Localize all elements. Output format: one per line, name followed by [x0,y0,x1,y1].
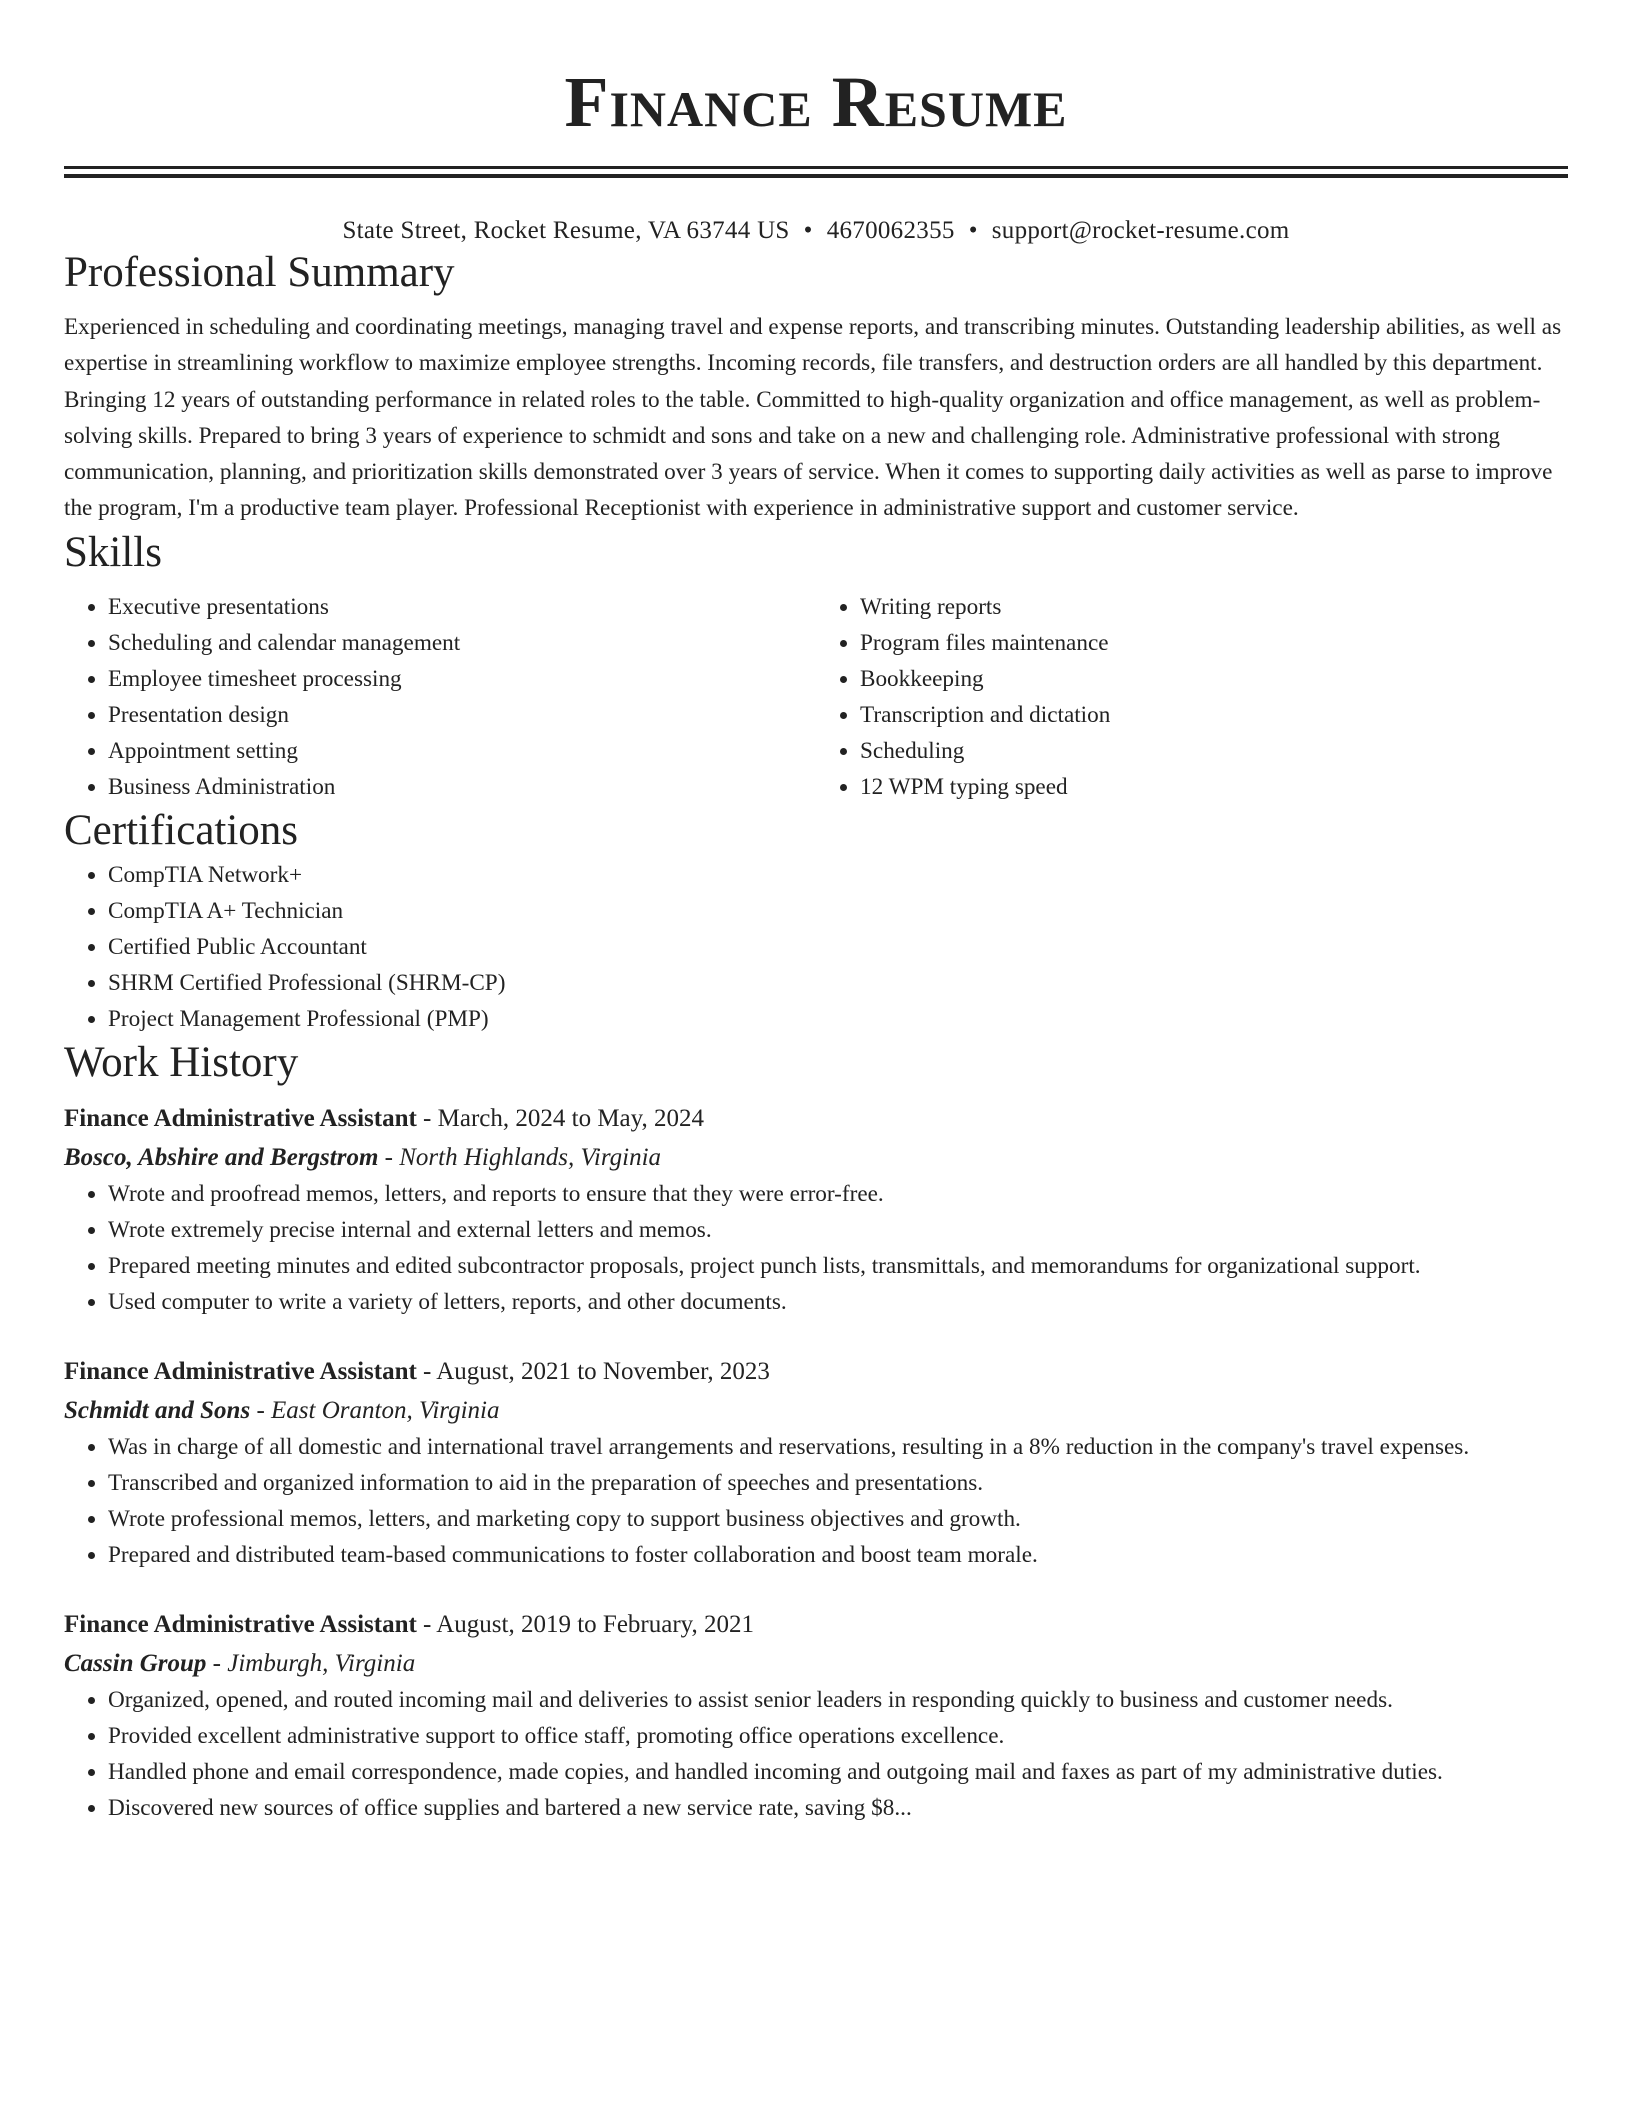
job-bullet: • Handled phone and email correspondence, made copies, and handled incoming and outgoing mail and faxes as part of my administrative duties. [108,1754,1568,1790]
job-dates: - August, 2019 to February, 2021 [416,1610,755,1638]
contact-phone: 4670062355 [826,217,955,244]
contact-separator: • [968,217,978,244]
job-entry [64,1607,1568,1826]
job-bullet: • Discovered new sources of office supplies and bartered a new service rate, saving $8... [108,1790,1568,1826]
job-bullets [64,1176,1568,1320]
job-dates: - August, 2021 to November, 2023 [416,1357,770,1385]
job-role: Finance Administrative Assistant [64,1104,417,1132]
job-company: Bosco, Abshire and Bergstrom [64,1143,379,1171]
skill-item: • Employee timesheet processing [108,661,816,697]
job-company: Cassin Group [64,1649,207,1677]
certifications-list [64,857,1568,1037]
job-dates: - March, 2024 to May, 2024 [416,1104,705,1132]
skill-item: • Presentation design [108,697,816,733]
job-company: Schmidt and Sons [64,1396,251,1424]
skill-item: • Scheduling [860,733,1568,769]
job-bullet: • Prepared meeting minutes and edited subcontractor proposals, project punch lists, transmittals, and memorandums for organizational support. [108,1248,1568,1284]
certification-item: • Certified Public Accountant [108,929,1568,965]
job-role: Finance Administrative Assistant [64,1610,417,1638]
job-location: - East Oranton, Virginia [250,1396,500,1424]
contact-address: State Street, Rocket Resume, VA 63744 US [342,217,790,244]
job-bullet: • Transcribed and organized information to aid in the preparation of speeches and presentations. [108,1465,1568,1501]
job-bullet: • Organized, opened, and routed incoming mail and deliveries to assist senior leaders in responding quickly to business and customer needs. [108,1682,1568,1718]
skill-item: • Appointment setting [108,733,816,769]
section-heading-skills: Skills [64,528,162,576]
job-bullet: • Used computer to write a variety of letters, reports, and other documents. [108,1284,1568,1320]
job-company-line [64,1393,1568,1429]
skill-item: • Bookkeeping [860,661,1568,697]
job-bullets [64,1682,1568,1826]
skill-item: • 12 WPM typing speed [860,769,1568,805]
skills-grid [64,589,1568,805]
certification-item: • SHRM Certified Professional (SHRM-CP) [108,965,1568,1001]
job-title-line [64,1607,1568,1643]
job-bullet: • Prepared and distributed team-based communications to foster collaboration and boost team morale. [108,1537,1568,1573]
job-title-line [64,1101,1568,1137]
skill-item: • Program files maintenance [860,625,1568,661]
resume-title: Finance Resume [564,62,1068,142]
job-bullet: • Wrote extremely precise internal and external letters and memos. [108,1212,1568,1248]
contact-separator: • [803,217,813,244]
job-entry [64,1101,1568,1320]
section-heading-certifications: Certifications [64,806,299,854]
job-bullet: • Provided excellent administrative support to office staff, promoting office operations excellence. [108,1718,1568,1754]
job-bullet: • Wrote and proofread memos, letters, and reports to ensure that they were error-free. [108,1176,1568,1212]
job-title-line [64,1354,1568,1390]
job-bullet: • Wrote professional memos, letters, and marketing copy to support business objectives and growth. [108,1501,1568,1537]
section-heading-summary: Professional Summary [64,249,455,296]
skill-item: • Executive presentations [108,589,816,625]
skill-item: • Transcription and dictation [860,697,1568,733]
job-entry [64,1354,1568,1573]
summary-text: Experienced in scheduling and coordinating meetings, managing travel and expense reports, and transcribing minutes. Outstanding leadership abilities, as well as expertise in streamlining workflow to maximize employee strengths. Incoming records, file transfers, and destruction orders are all handled by this department. Bringing 12 years of outstanding performance in related roles to the table. Committed to high-quality organization and office management, as well as problem-solving skills. Prepared to bring 3 years of experience to schmidt and sons and take on a new and challenging role. Administrative professional with strong communication, planning, and prioritization skills demonstrated over 3 years of service. When it comes to supporting daily activities as well as parse to improve the program, I'm a productive team player. Professional Receptionist with experience in administrative support and customer service. [64,314,1562,522]
job-role: Finance Administrative Assistant [64,1357,417,1385]
skill-item: • Scheduling and calendar management [108,625,816,661]
skill-item: • Writing reports [860,589,1568,625]
job-company-line [64,1140,1568,1176]
title-divider [64,166,1568,169]
section-heading-work-history: Work History [64,1038,299,1086]
resume-page [64,0,1568,1826]
contact-line [64,215,1568,247]
contact-email: support@rocket-resume.com [991,217,1290,244]
job-company-line [64,1646,1568,1682]
job-location: - North Highlands, Virginia [378,1143,662,1171]
certification-item: • Project Management Professional (PMP) [108,1001,1568,1037]
skills-list-left [64,589,816,805]
job-bullet: • Was in charge of all domestic and international travel arrangements and reservations, resulting in a 8% reduction in the company's travel expenses. [108,1429,1568,1465]
certification-item: • CompTIA Network+ [108,857,1568,893]
skills-list-right [816,589,1568,805]
certification-item: • CompTIA A+ Technician [108,893,1568,929]
job-bullets [64,1429,1568,1573]
skill-item: • Business Administration [108,769,816,805]
job-location: - Jimburgh, Virginia [206,1649,416,1677]
